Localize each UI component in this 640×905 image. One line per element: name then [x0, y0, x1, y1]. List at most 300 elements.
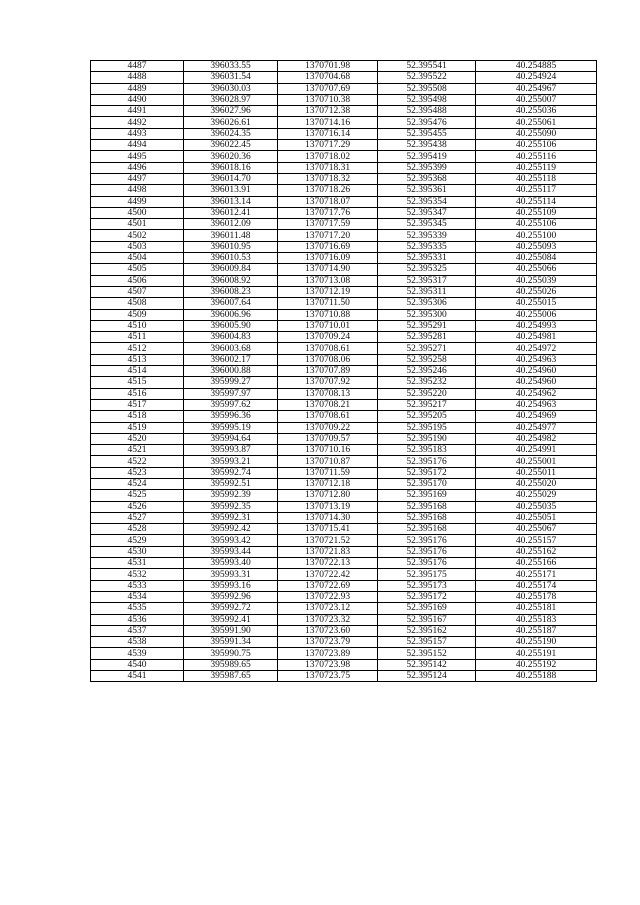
y-coordinate-cell: 1370708.21	[278, 399, 378, 410]
table-row	[91, 241, 597, 252]
point-number-cell: 4519	[91, 422, 184, 433]
latitude-cell: 52.395142	[378, 659, 476, 670]
point-number-cell: 4505	[91, 264, 184, 275]
latitude-cell: 52.395311	[378, 286, 476, 297]
x-coordinate-cell: 395994.64	[184, 433, 278, 444]
point-number-cell: 4510	[91, 320, 184, 331]
longitude-cell: 40.255118	[476, 173, 597, 184]
longitude-cell: 40.255191	[476, 648, 597, 659]
longitude-cell: 40.254962	[476, 388, 597, 399]
table-row	[91, 603, 597, 614]
table-row	[91, 72, 597, 83]
y-coordinate-cell: 1370714.16	[278, 117, 378, 128]
latitude-cell: 52.395522	[378, 72, 476, 83]
longitude-cell: 40.254991	[476, 445, 597, 456]
longitude-cell: 40.254969	[476, 411, 597, 422]
table-row	[91, 219, 597, 230]
point-number-cell: 4503	[91, 241, 184, 252]
point-number-cell: 4507	[91, 286, 184, 297]
table-row	[91, 162, 597, 173]
table-row	[91, 467, 597, 478]
latitude-cell: 52.395217	[378, 399, 476, 410]
latitude-cell: 52.395176	[378, 535, 476, 546]
point-number-cell: 4526	[91, 501, 184, 512]
y-coordinate-cell: 1370715.41	[278, 524, 378, 535]
table-row	[91, 648, 597, 659]
longitude-cell: 40.254981	[476, 332, 597, 343]
x-coordinate-cell: 395993.42	[184, 535, 278, 546]
y-coordinate-cell: 1370718.31	[278, 162, 378, 173]
table-row	[91, 546, 597, 557]
longitude-cell: 40.255029	[476, 490, 597, 501]
y-coordinate-cell: 1370711.59	[278, 467, 378, 478]
latitude-cell: 52.395167	[378, 614, 476, 625]
y-coordinate-cell: 1370722.42	[278, 569, 378, 580]
x-coordinate-cell: 396031.54	[184, 72, 278, 83]
x-coordinate-cell: 395993.40	[184, 558, 278, 569]
point-number-cell: 4511	[91, 332, 184, 343]
point-number-cell: 4500	[91, 207, 184, 218]
point-number-cell: 4541	[91, 671, 184, 682]
longitude-cell: 40.255114	[476, 196, 597, 207]
table-row	[91, 411, 597, 422]
x-coordinate-cell: 395992.42	[184, 524, 278, 535]
y-coordinate-cell: 1370709.57	[278, 433, 378, 444]
latitude-cell: 52.395399	[378, 162, 476, 173]
point-number-cell: 4492	[91, 117, 184, 128]
point-number-cell: 4529	[91, 535, 184, 546]
y-coordinate-cell: 1370723.89	[278, 648, 378, 659]
table-row	[91, 207, 597, 218]
point-number-cell: 4498	[91, 185, 184, 196]
latitude-cell: 52.395291	[378, 320, 476, 331]
latitude-cell: 52.395172	[378, 591, 476, 602]
y-coordinate-cell: 1370712.38	[278, 106, 378, 117]
longitude-cell: 40.255119	[476, 162, 597, 173]
point-number-cell: 4530	[91, 546, 184, 557]
latitude-cell: 52.395438	[378, 140, 476, 151]
latitude-cell: 52.395246	[378, 366, 476, 377]
latitude-cell: 52.395168	[378, 512, 476, 523]
x-coordinate-cell: 396030.03	[184, 83, 278, 94]
x-coordinate-cell: 396009.84	[184, 264, 278, 275]
longitude-cell: 40.255178	[476, 591, 597, 602]
x-coordinate-cell: 396010.95	[184, 241, 278, 252]
point-number-cell: 4525	[91, 490, 184, 501]
y-coordinate-cell: 1370707.92	[278, 377, 378, 388]
coordinates-table	[90, 60, 597, 682]
table-row	[91, 185, 597, 196]
y-coordinate-cell: 1370710.01	[278, 320, 378, 331]
x-coordinate-cell: 395992.72	[184, 603, 278, 614]
point-number-cell: 4516	[91, 388, 184, 399]
table-row	[91, 106, 597, 117]
x-coordinate-cell: 395993.44	[184, 546, 278, 557]
longitude-cell: 40.255036	[476, 106, 597, 117]
x-coordinate-cell: 395987.65	[184, 671, 278, 682]
longitude-cell: 40.254977	[476, 422, 597, 433]
y-coordinate-cell: 1370709.22	[278, 422, 378, 433]
y-coordinate-cell: 1370714.90	[278, 264, 378, 275]
table-row	[91, 230, 597, 241]
point-number-cell: 4515	[91, 377, 184, 388]
latitude-cell: 52.395124	[378, 671, 476, 682]
y-coordinate-cell: 1370722.13	[278, 558, 378, 569]
table-row	[91, 569, 597, 580]
y-coordinate-cell: 1370722.69	[278, 580, 378, 591]
y-coordinate-cell: 1370718.07	[278, 196, 378, 207]
longitude-cell: 40.255006	[476, 309, 597, 320]
x-coordinate-cell: 396007.64	[184, 298, 278, 309]
x-coordinate-cell: 395993.31	[184, 569, 278, 580]
table-row	[91, 128, 597, 139]
x-coordinate-cell: 395997.97	[184, 388, 278, 399]
latitude-cell: 52.395300	[378, 309, 476, 320]
table-row	[91, 535, 597, 546]
latitude-cell: 52.395162	[378, 625, 476, 636]
point-number-cell: 4513	[91, 354, 184, 365]
y-coordinate-cell: 1370712.18	[278, 478, 378, 489]
x-coordinate-cell: 395992.41	[184, 614, 278, 625]
longitude-cell: 40.254960	[476, 366, 597, 377]
x-coordinate-cell: 395991.90	[184, 625, 278, 636]
point-number-cell: 4532	[91, 569, 184, 580]
x-coordinate-cell: 395997.62	[184, 399, 278, 410]
y-coordinate-cell: 1370711.50	[278, 298, 378, 309]
point-number-cell: 4497	[91, 173, 184, 184]
y-coordinate-cell: 1370713.08	[278, 275, 378, 286]
x-coordinate-cell: 395989.65	[184, 659, 278, 670]
y-coordinate-cell: 1370721.52	[278, 535, 378, 546]
y-coordinate-cell: 1370708.06	[278, 354, 378, 365]
latitude-cell: 52.395368	[378, 173, 476, 184]
longitude-cell: 40.255171	[476, 569, 597, 580]
longitude-cell: 40.254967	[476, 83, 597, 94]
point-number-cell: 4495	[91, 151, 184, 162]
x-coordinate-cell: 396012.09	[184, 219, 278, 230]
latitude-cell: 52.395175	[378, 569, 476, 580]
longitude-cell: 40.255026	[476, 286, 597, 297]
table-row	[91, 286, 597, 297]
longitude-cell: 40.255106	[476, 140, 597, 151]
point-number-cell: 4538	[91, 637, 184, 648]
table-row	[91, 309, 597, 320]
x-coordinate-cell: 396027.96	[184, 106, 278, 117]
latitude-cell: 52.395176	[378, 558, 476, 569]
x-coordinate-cell: 396003.68	[184, 343, 278, 354]
y-coordinate-cell: 1370708.61	[278, 343, 378, 354]
point-number-cell: 4508	[91, 298, 184, 309]
longitude-cell: 40.255117	[476, 185, 597, 196]
x-coordinate-cell: 396028.97	[184, 94, 278, 105]
y-coordinate-cell: 1370722.93	[278, 591, 378, 602]
y-coordinate-cell: 1370716.09	[278, 253, 378, 264]
point-number-cell: 4488	[91, 72, 184, 83]
table-row	[91, 117, 597, 128]
y-coordinate-cell: 1370710.38	[278, 94, 378, 105]
point-number-cell: 4522	[91, 456, 184, 467]
table-row	[91, 422, 597, 433]
y-coordinate-cell: 1370723.79	[278, 637, 378, 648]
table-row	[91, 298, 597, 309]
longitude-cell: 40.255061	[476, 117, 597, 128]
y-coordinate-cell: 1370708.61	[278, 411, 378, 422]
table-row	[91, 173, 597, 184]
y-coordinate-cell: 1370712.80	[278, 490, 378, 501]
y-coordinate-cell: 1370707.89	[278, 366, 378, 377]
point-number-cell: 4504	[91, 253, 184, 264]
point-number-cell: 4517	[91, 399, 184, 410]
x-coordinate-cell: 395991.34	[184, 637, 278, 648]
y-coordinate-cell: 1370712.19	[278, 286, 378, 297]
point-number-cell: 4535	[91, 603, 184, 614]
x-coordinate-cell: 395992.74	[184, 467, 278, 478]
table-row	[91, 490, 597, 501]
point-number-cell: 4518	[91, 411, 184, 422]
y-coordinate-cell: 1370718.02	[278, 151, 378, 162]
x-coordinate-cell: 396013.91	[184, 185, 278, 196]
table-row	[91, 671, 597, 682]
point-number-cell: 4496	[91, 162, 184, 173]
y-coordinate-cell: 1370723.12	[278, 603, 378, 614]
y-coordinate-cell: 1370723.60	[278, 625, 378, 636]
point-number-cell: 4512	[91, 343, 184, 354]
latitude-cell: 52.395345	[378, 219, 476, 230]
table-row	[91, 433, 597, 444]
longitude-cell: 40.255192	[476, 659, 597, 670]
point-number-cell: 4528	[91, 524, 184, 535]
longitude-cell: 40.255039	[476, 275, 597, 286]
y-coordinate-cell: 1370717.29	[278, 140, 378, 151]
table-row	[91, 625, 597, 636]
point-number-cell: 4533	[91, 580, 184, 591]
latitude-cell: 52.395508	[378, 83, 476, 94]
longitude-cell: 40.255001	[476, 456, 597, 467]
point-number-cell: 4531	[91, 558, 184, 569]
x-coordinate-cell: 396013.14	[184, 196, 278, 207]
y-coordinate-cell: 1370707.69	[278, 83, 378, 94]
latitude-cell: 52.395176	[378, 546, 476, 557]
table-row	[91, 140, 597, 151]
point-number-cell: 4536	[91, 614, 184, 625]
y-coordinate-cell: 1370714.30	[278, 512, 378, 523]
longitude-cell: 40.255188	[476, 671, 597, 682]
point-number-cell: 4489	[91, 83, 184, 94]
table-row	[91, 377, 597, 388]
latitude-cell: 52.395220	[378, 388, 476, 399]
y-coordinate-cell: 1370718.32	[278, 173, 378, 184]
longitude-cell: 40.254885	[476, 61, 597, 72]
table-row	[91, 456, 597, 467]
table-row	[91, 196, 597, 207]
table-row	[91, 83, 597, 94]
longitude-cell: 40.255157	[476, 535, 597, 546]
table-row	[91, 275, 597, 286]
x-coordinate-cell: 396000.88	[184, 366, 278, 377]
point-number-cell: 4502	[91, 230, 184, 241]
point-number-cell: 4539	[91, 648, 184, 659]
latitude-cell: 52.395169	[378, 603, 476, 614]
x-coordinate-cell: 395992.51	[184, 478, 278, 489]
latitude-cell: 52.395169	[378, 490, 476, 501]
table-row	[91, 253, 597, 264]
longitude-cell: 40.255190	[476, 637, 597, 648]
longitude-cell: 40.254924	[476, 72, 597, 83]
table-row	[91, 264, 597, 275]
latitude-cell: 52.395331	[378, 253, 476, 264]
latitude-cell: 52.395325	[378, 264, 476, 275]
x-coordinate-cell: 396008.23	[184, 286, 278, 297]
y-coordinate-cell: 1370710.88	[278, 309, 378, 320]
latitude-cell: 52.395354	[378, 196, 476, 207]
y-coordinate-cell: 1370713.19	[278, 501, 378, 512]
longitude-cell: 40.255020	[476, 478, 597, 489]
table-row	[91, 614, 597, 625]
longitude-cell: 40.255183	[476, 614, 597, 625]
point-number-cell: 4523	[91, 467, 184, 478]
point-number-cell: 4493	[91, 128, 184, 139]
longitude-cell: 40.255181	[476, 603, 597, 614]
table-row	[91, 399, 597, 410]
longitude-cell: 40.254993	[476, 320, 597, 331]
x-coordinate-cell: 395993.16	[184, 580, 278, 591]
latitude-cell: 52.395157	[378, 637, 476, 648]
longitude-cell: 40.255090	[476, 128, 597, 139]
longitude-cell: 40.255011	[476, 467, 597, 478]
longitude-cell: 40.255106	[476, 219, 597, 230]
point-number-cell: 4524	[91, 478, 184, 489]
table-row	[91, 343, 597, 354]
table-row	[91, 151, 597, 162]
longitude-cell: 40.255187	[476, 625, 597, 636]
point-number-cell: 4491	[91, 106, 184, 117]
table-row	[91, 512, 597, 523]
table-row	[91, 354, 597, 365]
point-number-cell: 4537	[91, 625, 184, 636]
longitude-cell: 40.255051	[476, 512, 597, 523]
latitude-cell: 52.395176	[378, 456, 476, 467]
longitude-cell: 40.255166	[476, 558, 597, 569]
y-coordinate-cell: 1370704.68	[278, 72, 378, 83]
table-row	[91, 659, 597, 670]
table-row	[91, 558, 597, 569]
y-coordinate-cell: 1370723.32	[278, 614, 378, 625]
table-row	[91, 388, 597, 399]
x-coordinate-cell: 396033.55	[184, 61, 278, 72]
x-coordinate-cell: 396008.92	[184, 275, 278, 286]
table-row	[91, 366, 597, 377]
longitude-cell: 40.255066	[476, 264, 597, 275]
table-row	[91, 637, 597, 648]
x-coordinate-cell: 396002.17	[184, 354, 278, 365]
x-coordinate-cell: 396026.61	[184, 117, 278, 128]
y-coordinate-cell: 1370717.20	[278, 230, 378, 241]
y-coordinate-cell: 1370723.98	[278, 659, 378, 670]
latitude-cell: 52.395317	[378, 275, 476, 286]
latitude-cell: 52.395168	[378, 524, 476, 535]
latitude-cell: 52.395152	[378, 648, 476, 659]
y-coordinate-cell: 1370710.16	[278, 445, 378, 456]
latitude-cell: 52.395170	[378, 478, 476, 489]
x-coordinate-cell: 396022.45	[184, 140, 278, 151]
table-row	[91, 580, 597, 591]
latitude-cell: 52.395306	[378, 298, 476, 309]
point-number-cell: 4540	[91, 659, 184, 670]
y-coordinate-cell: 1370716.14	[278, 128, 378, 139]
longitude-cell: 40.254963	[476, 354, 597, 365]
longitude-cell: 40.255174	[476, 580, 597, 591]
latitude-cell: 52.395419	[378, 151, 476, 162]
longitude-cell: 40.255100	[476, 230, 597, 241]
latitude-cell: 52.395173	[378, 580, 476, 591]
x-coordinate-cell: 396005.90	[184, 320, 278, 331]
point-number-cell: 4520	[91, 433, 184, 444]
y-coordinate-cell: 1370723.75	[278, 671, 378, 682]
x-coordinate-cell: 396004.83	[184, 332, 278, 343]
latitude-cell: 52.395168	[378, 501, 476, 512]
y-coordinate-cell: 1370721.83	[278, 546, 378, 557]
point-number-cell: 4514	[91, 366, 184, 377]
longitude-cell: 40.255116	[476, 151, 597, 162]
longitude-cell: 40.254963	[476, 399, 597, 410]
point-number-cell: 4499	[91, 196, 184, 207]
longitude-cell: 40.255162	[476, 546, 597, 557]
table-row	[91, 478, 597, 489]
longitude-cell: 40.254960	[476, 377, 597, 388]
table-row	[91, 94, 597, 105]
x-coordinate-cell: 395999.27	[184, 377, 278, 388]
x-coordinate-cell: 395990.75	[184, 648, 278, 659]
latitude-cell: 52.395455	[378, 128, 476, 139]
y-coordinate-cell: 1370716.69	[278, 241, 378, 252]
y-coordinate-cell: 1370709.24	[278, 332, 378, 343]
x-coordinate-cell: 396010.53	[184, 253, 278, 264]
latitude-cell: 52.395281	[378, 332, 476, 343]
longitude-cell: 40.255084	[476, 253, 597, 264]
longitude-cell: 40.255067	[476, 524, 597, 535]
longitude-cell: 40.255015	[476, 298, 597, 309]
latitude-cell: 52.395258	[378, 354, 476, 365]
y-coordinate-cell: 1370717.76	[278, 207, 378, 218]
table-row	[91, 501, 597, 512]
point-number-cell: 4494	[91, 140, 184, 151]
x-coordinate-cell: 395996.36	[184, 411, 278, 422]
latitude-cell: 52.395488	[378, 106, 476, 117]
latitude-cell: 52.395476	[378, 117, 476, 128]
x-coordinate-cell: 395992.35	[184, 501, 278, 512]
latitude-cell: 52.395190	[378, 433, 476, 444]
longitude-cell: 40.255109	[476, 207, 597, 218]
latitude-cell: 52.395361	[378, 185, 476, 196]
latitude-cell: 52.395172	[378, 467, 476, 478]
latitude-cell: 52.395195	[378, 422, 476, 433]
x-coordinate-cell: 396024.35	[184, 128, 278, 139]
x-coordinate-cell: 395992.31	[184, 512, 278, 523]
point-number-cell: 4501	[91, 219, 184, 230]
y-coordinate-cell: 1370718.26	[278, 185, 378, 196]
point-number-cell: 4490	[91, 94, 184, 105]
table-row	[91, 61, 597, 72]
x-coordinate-cell: 395992.39	[184, 490, 278, 501]
x-coordinate-cell: 395993.87	[184, 445, 278, 456]
x-coordinate-cell: 396014.70	[184, 173, 278, 184]
point-number-cell: 4506	[91, 275, 184, 286]
x-coordinate-cell: 396012.41	[184, 207, 278, 218]
latitude-cell: 52.395183	[378, 445, 476, 456]
latitude-cell: 52.395232	[378, 377, 476, 388]
longitude-cell: 40.255007	[476, 94, 597, 105]
longitude-cell: 40.255093	[476, 241, 597, 252]
